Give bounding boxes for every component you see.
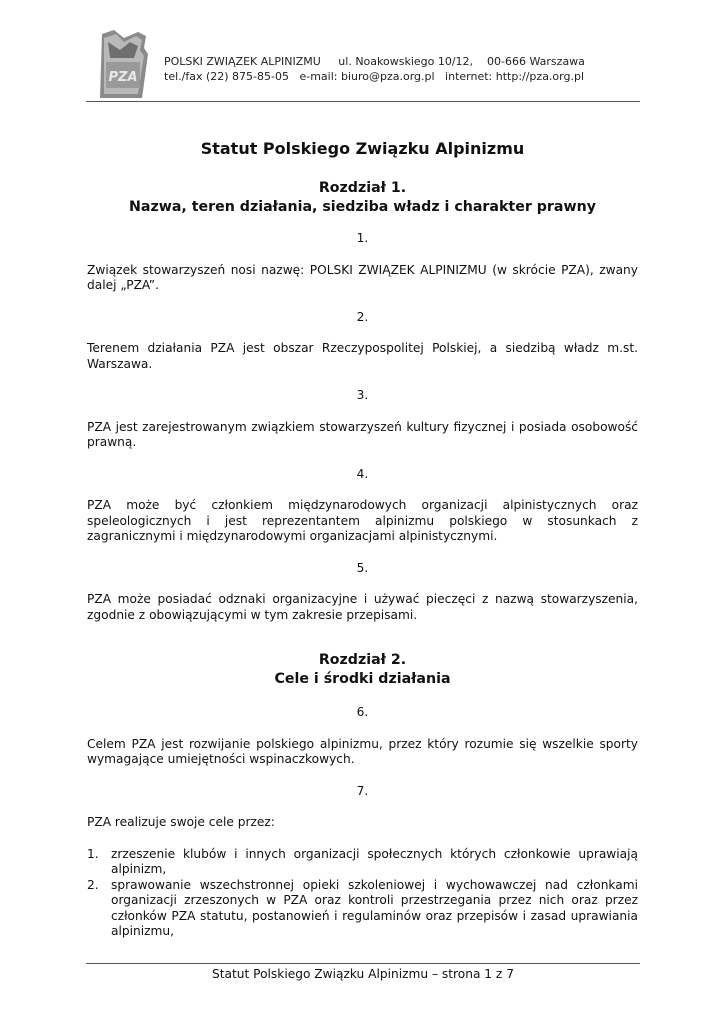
letterhead: [94, 28, 640, 100]
paragraph-2-number: 2.: [356, 309, 369, 324]
paragraph-6-number: 6.: [356, 705, 369, 719]
chapter-2-number: Rozdział 2.: [318, 652, 407, 668]
pza-logo-icon: [94, 28, 150, 100]
list-item: [87, 878, 638, 940]
header-divider: [86, 101, 640, 102]
list-item: [87, 847, 638, 878]
paragraph-7-number: 7.: [356, 783, 369, 798]
list-item-number: 1.: [87, 846, 99, 861]
paragraph-6-text: Celem PZA jest rozwijanie polskiego alpinizmu, przez który rozumie się wszelkie sporty wymagające umiejętności wspinaczkowych.: [87, 736, 638, 766]
footer-divider: [86, 963, 640, 964]
paragraph-4-text: PZA może być członkiem międzynarodowych organizacji alpinistycznych oraz speleologicznych i jest reprezentantem alpinizmu polskiego w stosunkach z zagranicznymi i międzynarodowymi organizacjami alpinistycznymi.: [87, 498, 638, 543]
list-item-number: 2.: [87, 877, 99, 892]
logo-lettering: PZA: [108, 70, 138, 85]
paragraph-5-text: PZA może posiadać odznaki organizacyjne i używać pieczęci z nazwą stowarzyszenia, zgodnie z obowiązującymi w tym zakresie przepisami.: [87, 592, 638, 622]
letterhead-line-contact: tel./fax (22) 875-85-05 e-mail: biuro@pza.org.pl internet: http://pza.org.pl: [164, 70, 585, 83]
chapter-1-name: Nazwa, teren działania, siedziba władz i charakter prawny: [129, 199, 596, 215]
paragraph-5-number: 5.: [356, 560, 369, 575]
paragraph-4-number: 4.: [356, 466, 369, 481]
paragraph-3-number: 3.: [356, 388, 369, 402]
paragraph-2-text: Terenem działania PZA jest obszar Rzeczypospolitej Polskiej, a siedzibą władz m.st. Warszawa.: [87, 341, 638, 371]
page-footer: Statut Polskiego Związku Alpinizmu – strona 1 z 7: [212, 967, 514, 981]
list-item-text: zrzeszenie klubów i innych organizacji społecznych których członkowie uprawiają alpinizm,: [111, 846, 638, 876]
letterhead-line-address: POLSKI ZWIĄZEK ALPINIZMU ul. Noakowskiego 10/12, 00-666 Warszawa: [164, 55, 585, 68]
chapter-1-number: Rozdział 1.: [318, 180, 407, 196]
letterhead-text: [164, 54, 585, 84]
paragraph-1-text: Związek stowarzyszeń nosi nazwę: POLSKI ZWIĄZEK ALPINIZMU (w skrócie PZA), zwany dalej „PZA”.: [87, 262, 638, 292]
paragraph-7-intro: PZA realizuje swoje cele przez:: [87, 815, 275, 829]
list-item-text: sprawowanie wszechstronnej opieki szkoleniowej i wychowawczej nad członkami organizacji zrzeszonych w PZA oraz kontroli przestrzegania przez nich oraz przez członków PZA statutu, postanowień i regulaminów oraz przepisów i zasad uprawiania alpinizmu,: [111, 877, 638, 938]
chapter-2-name: Cele i środki działania: [274, 671, 451, 687]
paragraph-7-list: [87, 847, 638, 940]
paragraph-1-number: 1.: [356, 231, 369, 245]
document-title: Statut Polskiego Związku Alpinizmu: [200, 139, 525, 158]
document-body: [87, 138, 638, 940]
paragraph-3-text: PZA jest zarejestrowanym związkiem stowarzyszeń kultury fizycznej i posiada osobowość prawną.: [87, 419, 638, 449]
